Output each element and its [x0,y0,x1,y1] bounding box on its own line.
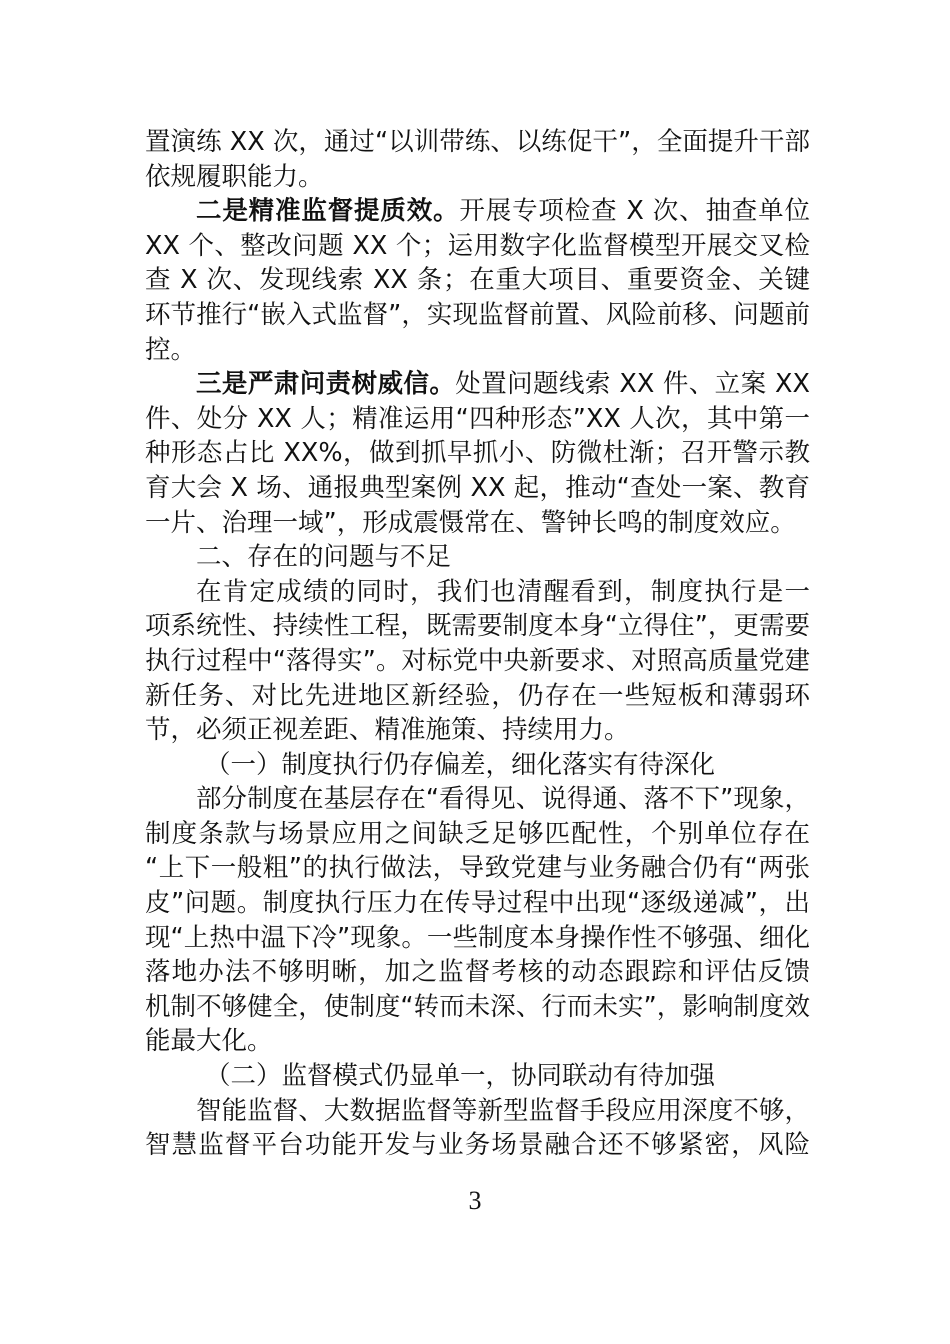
text-line: “上下一般粗”的执行做法，导致党建与业务融合仍有“两张 [145,853,810,884]
text-line: 智慧监督平台功能开发与业务场景融合还不够紧密，风险 [145,1130,810,1161]
bold-lead-in: 二是精准监督提质效。 [196,196,460,227]
page-number: 3 [468,1186,482,1215]
text-line: 现“上热中温下冷”现象。一些制度本身操作性不够强、细化 [145,922,810,953]
text-span: 处置问题线索 XX 件、立案 XX [455,369,810,400]
text-line: 节，必须正视差距、精准施策、持续用力。 [145,715,630,746]
bold-lead-in: 三是严肃问责树威信。 [196,369,456,400]
text-line: 在肯定成绩的同时，我们也清醒看到，制度执行是一 [196,576,810,607]
text-line: 机制不够健全，使制度“转而未深、行而未实”，影响制度效 [145,991,810,1022]
text-line: XX 个、整改问题 XX 个；运用数字化监督模型开展交叉检 [145,230,810,261]
text-line: 置演练 XX 次，通过“以训带练、以练促干”，全面提升干部 [145,127,810,157]
paragraph-heading-line [145,367,810,402]
subsection-heading: （二）监督模式仍显单一，协同联动有待加强 [205,1061,716,1092]
text-line: 执行过程中“落得实”。对标党中央新要求、对照高质量党建 [145,645,810,676]
text-line: 一片、治理一域”，形成震慑常在、警钟长鸣的制度效应。 [145,507,796,538]
text-line: 能最大化。 [145,1026,273,1057]
text-span: 开展专项检查 X 次、抽查单位 [459,196,810,227]
text-line: 环节推行“嵌入式监督”，实现监督前置、风险前移、问题前 [145,299,810,330]
paragraph-heading-line [145,194,810,229]
subsection-heading: （一）制度执行仍存偏差，细化落实有待深化 [205,749,716,780]
text-line: 控。 [145,334,197,365]
text-line: 落地办法不够明晰，加之监督考核的动态跟踪和评估反馈 [145,957,810,988]
text-line: 依规履职能力。 [145,161,324,192]
text-line: 查 X 次、发现线索 XX 条；在重大项目、重要资金、关键 [145,265,810,296]
text-line: 制度条款与场景应用之间缺乏足够匹配性，个别单位存在 [145,818,810,849]
text-line: 新任务、对比先进地区新经验，仍存在一些短板和薄弱环 [145,680,810,711]
text-line: 部分制度在基层存在“看得见、说得通、落不下”现象， [196,784,810,815]
text-line: 件、处分 XX 人；精准运用“四种形态”XX 人次，其中第一 [145,403,810,434]
text-line: 智能监督、大数据监督等新型监督手段应用深度不够， [196,1095,810,1126]
text-line: 项系统性、持续性工程，既需要制度本身“立得住”，更需要 [145,611,810,642]
section-heading: 二、存在的问题与不足 [196,542,452,573]
body-text [145,125,810,1163]
text-line: 皮”问题。制度执行压力在传导过程中出现“逐级递减”，出 [145,888,810,919]
text-line: 种形态占比 XX%，做到抓早抓小、防微杜渐；召开警示教 [145,438,810,469]
text-line: 育大会 X 场、通报典型案例 XX 起，推动“查处一案、教育 [145,472,810,503]
